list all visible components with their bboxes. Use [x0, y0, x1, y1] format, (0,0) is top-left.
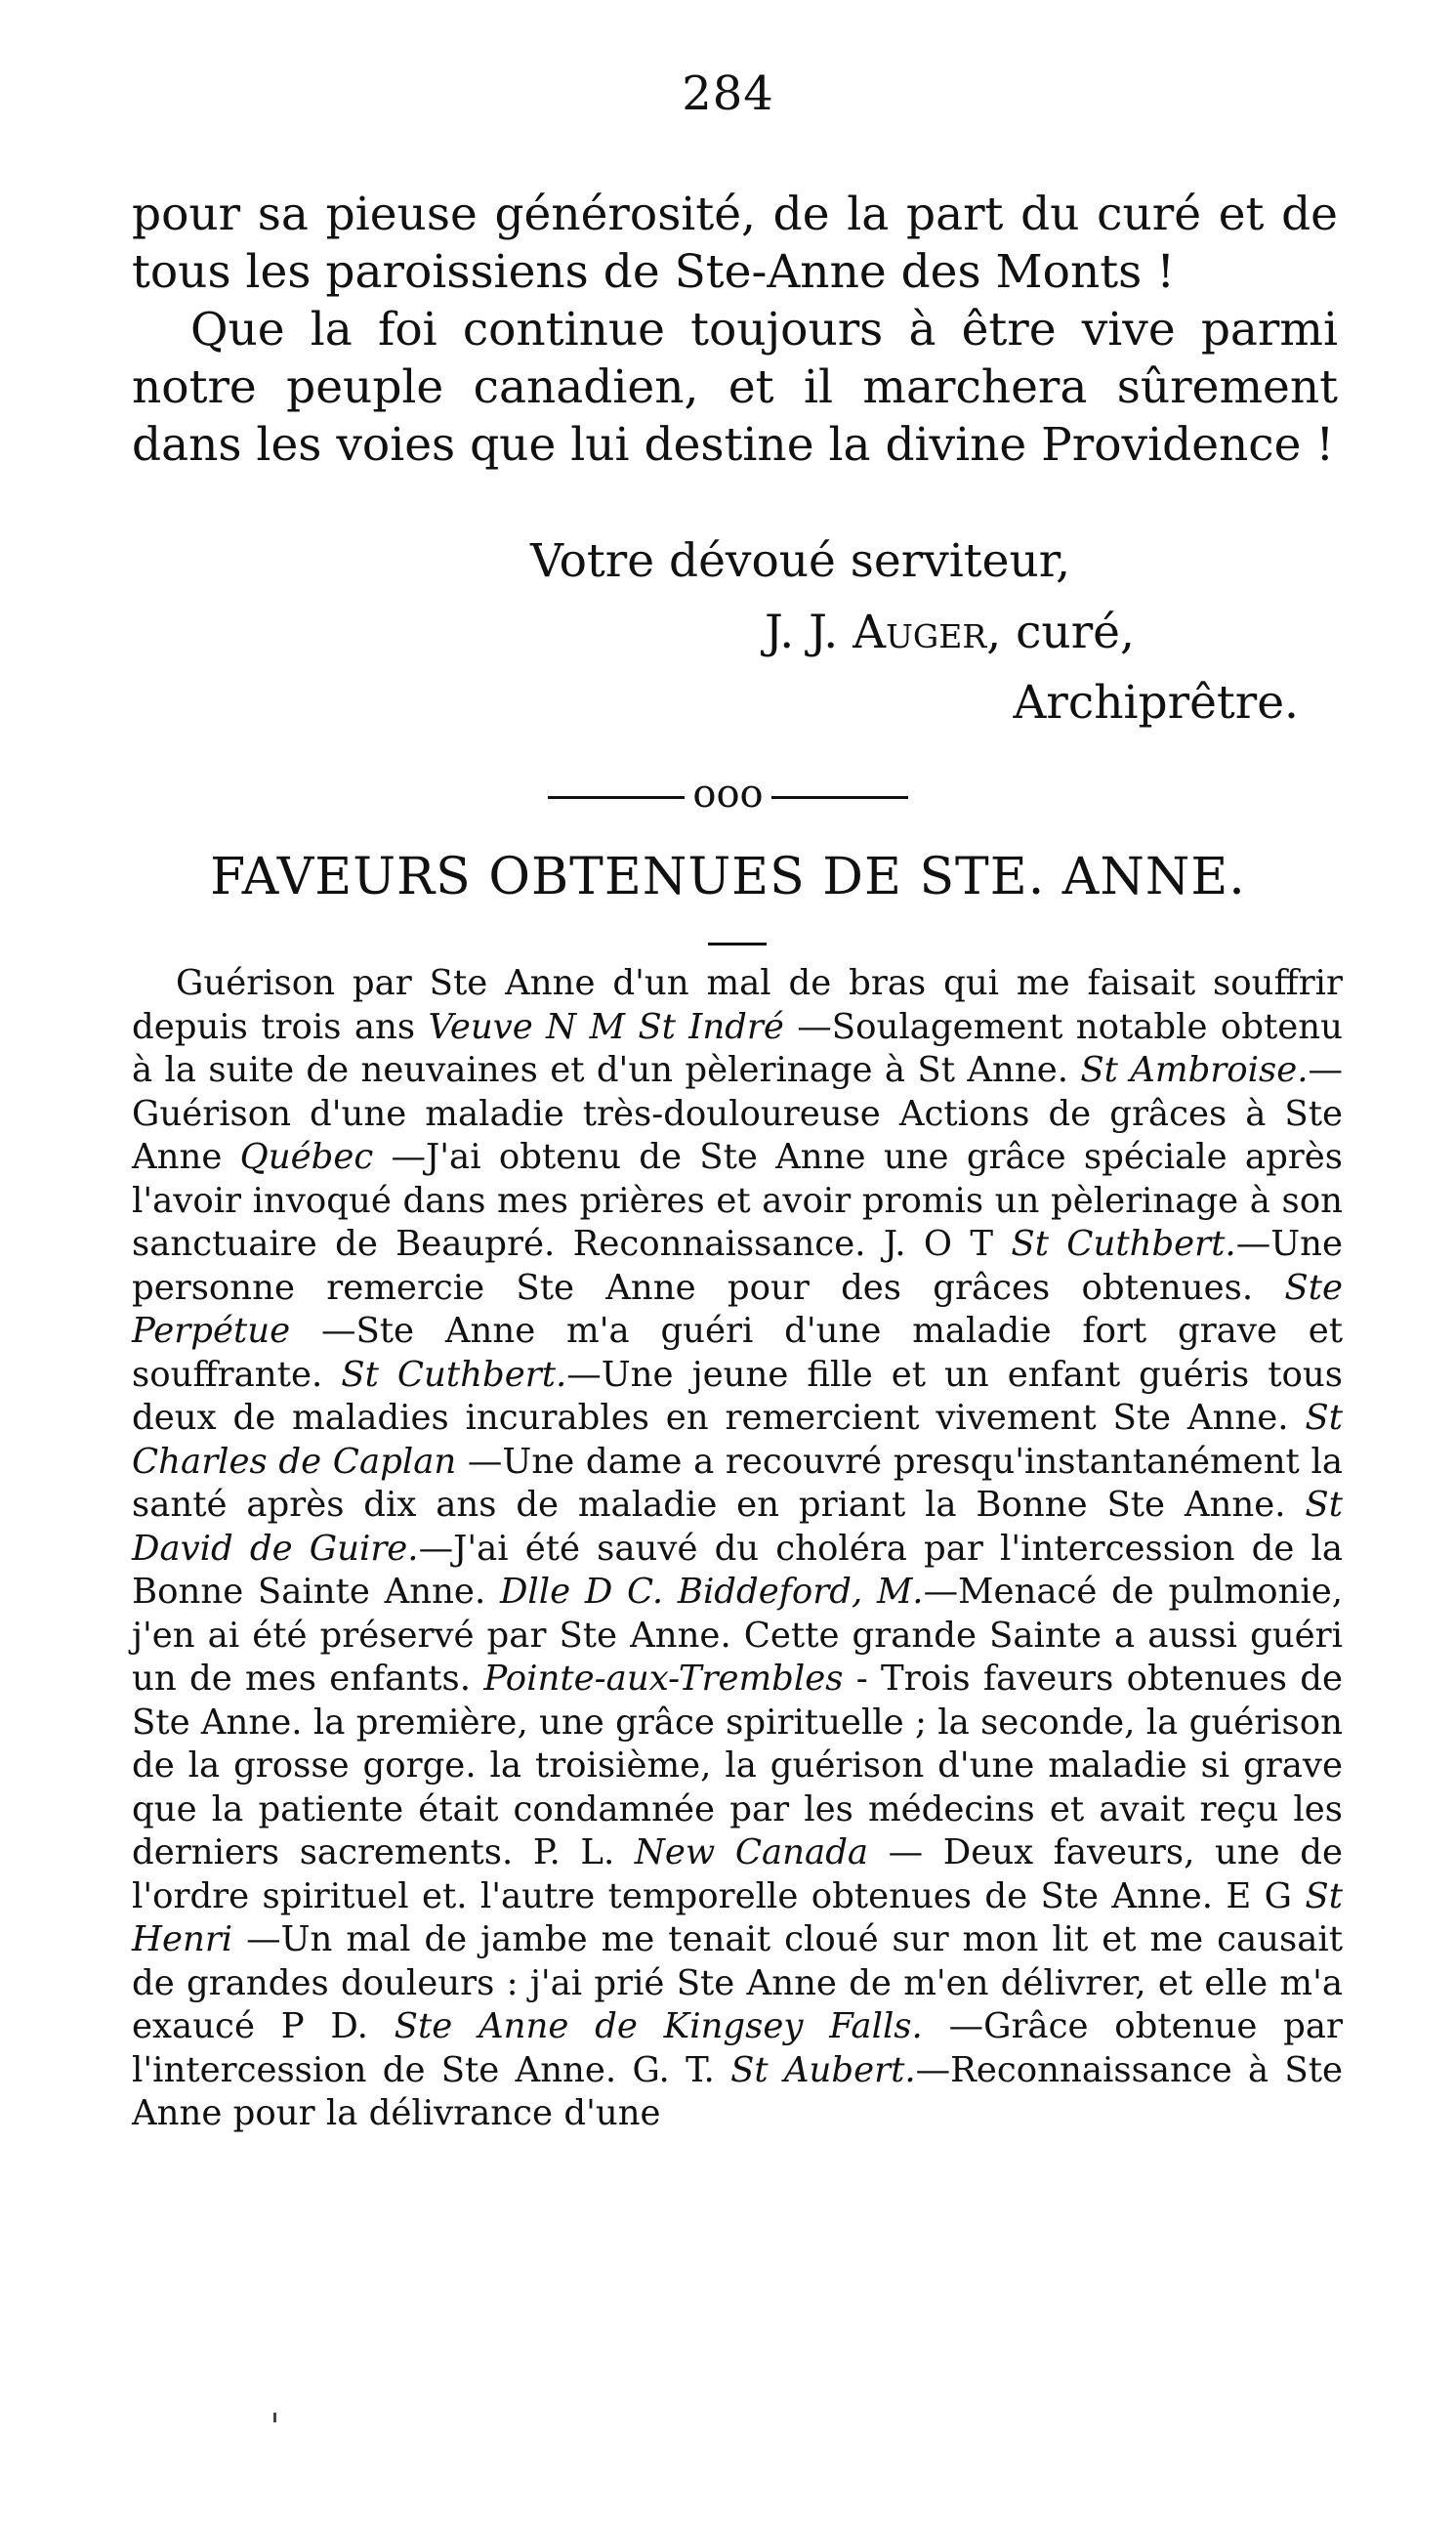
- favour-text: —Un mal de jambe me tenait cloué sur mon lit et me causait de grandes douleurs : j'ai prié Ste Anne de m'en délivrer, et elle m'a exaucé P D.: [132, 1919, 1343, 2046]
- divider-rule-left: [548, 796, 685, 799]
- favour-text: —J'ai été sauvé du choléra par l'intercession de la Bonne Sainte Anne.: [132, 1528, 1344, 1612]
- favour-text: —Reconnaissance à Ste Anne pour la délivrance d'une: [132, 2049, 1344, 2133]
- favour-place: St Henri: [132, 1875, 1343, 1959]
- favour-text: —Une jeune fille et un enfant guéris tous deux de maladies incurables en remercient vivement Ste Anne.: [132, 1354, 1343, 1438]
- favour-place: St Ambroise.: [1080, 1050, 1309, 1090]
- favour-text: —Grâce obtenue par l'intercession de Ste Anne. G. T.: [132, 2006, 1343, 2090]
- favour-place: St Cuthbert.: [341, 1354, 567, 1395]
- favour-text: — Deux faveurs, une de l'ordre spirituel et. l'autre temporelle obtenues de Ste Anne. E G: [132, 1832, 1343, 1916]
- divider-text: ooo: [692, 772, 764, 817]
- favour-place: Ste Perpétue: [132, 1267, 1343, 1351]
- favour-text: —Ste Anne m'a guéri d'une maladie fort grave et souffrante.: [132, 1311, 1343, 1395]
- page-number: 284: [682, 66, 774, 121]
- favour-place: St Charles de Caplan: [132, 1398, 1343, 1482]
- favour-place: St Cuthbert.: [1011, 1224, 1236, 1264]
- favour-text: —Une dame a recouvré presqu'instantanément la santé après dix ans de maladie en priant la Bonne Ste Anne.: [132, 1441, 1343, 1525]
- section-divider: [0, 772, 1456, 817]
- signature-title: , curé,: [986, 606, 1135, 659]
- favour-place: Veuve N M St Indré: [428, 1006, 784, 1047]
- print-speck: [273, 2413, 276, 2422]
- letter-paragraph-1: pour sa pieuse générosité, de la part du curé et de tous les paroissiens de Ste-Anne des Monts !: [132, 188, 1338, 299]
- letter-signature: [132, 604, 1338, 661]
- favour-text: —Guérison d'une maladie très-douloureuse Actions de grâces à Ste Anne: [132, 1050, 1344, 1177]
- letter-salutation: Votre dévoué serviteur,: [530, 534, 1071, 588]
- favour-text: —Soulagement notable obtenu à la suite de neuvaines et d'un pèlerinage à St Anne.: [132, 1006, 1343, 1090]
- favour-text: - Trois faveurs obtenues de Ste Anne. la première, une grâce spirituelle ; la seconde, la guérison de la grosse gorge. la troisième, la guérison d'une maladie si grave que la patiente était condamnée par les médecins et avait reçu les derniers sacrements. P. L.: [132, 1659, 1344, 1872]
- heading-underline: [708, 943, 767, 946]
- signature-name: Auger: [853, 606, 987, 659]
- signature-rank: Archiprêtre.: [1013, 676, 1299, 730]
- favour-place: Ste Anne de Kingsey Falls.: [394, 2006, 923, 2046]
- divider-rule-right: [771, 796, 908, 799]
- favour-text: Guérison par Ste Anne d'un mal de bras qui me faisait souffrir depuis trois ans: [132, 963, 1343, 1047]
- favour-place: St Aubert.: [730, 2049, 916, 2090]
- section-heading: FAVEURS OBTENUES DE STE. ANNE.: [210, 848, 1246, 906]
- favour-text: —Menacé de pulmonie, j'en ai été préservé par Ste Anne. Cette grande Sainte a aussi guéri un de mes enfants.: [132, 1572, 1343, 1699]
- signature-initials: J. J.: [765, 606, 839, 659]
- letter-paragraph-2: Que la foi continue toujours à être vive parmi notre peuple canadien, et il marchera sûrement dans les voies que lui destine la divine Providence !: [132, 303, 1338, 472]
- favours-list: [132, 962, 1343, 2136]
- favour-place: St David de Guire.: [132, 1485, 1343, 1569]
- favour-place: New Canada: [634, 1832, 869, 1872]
- letter-body: [132, 186, 1338, 474]
- favour-text: —J'ai obtenu de Ste Anne une grâce spéciale après l'avoir invoqué dans mes prières et avoir promis un pèlerinage à son sanctuaire de Beaupré. Reconnaissance. J. O T: [132, 1137, 1343, 1264]
- favour-place: Pointe-aux-Trembles: [483, 1659, 844, 1699]
- favour-text: —Une personne remercie Ste Anne pour des grâces obtenues.: [132, 1224, 1344, 1308]
- favour-place: Québec: [239, 1137, 374, 1177]
- favour-place: Dlle D C. Biddeford, M.: [499, 1572, 924, 1612]
